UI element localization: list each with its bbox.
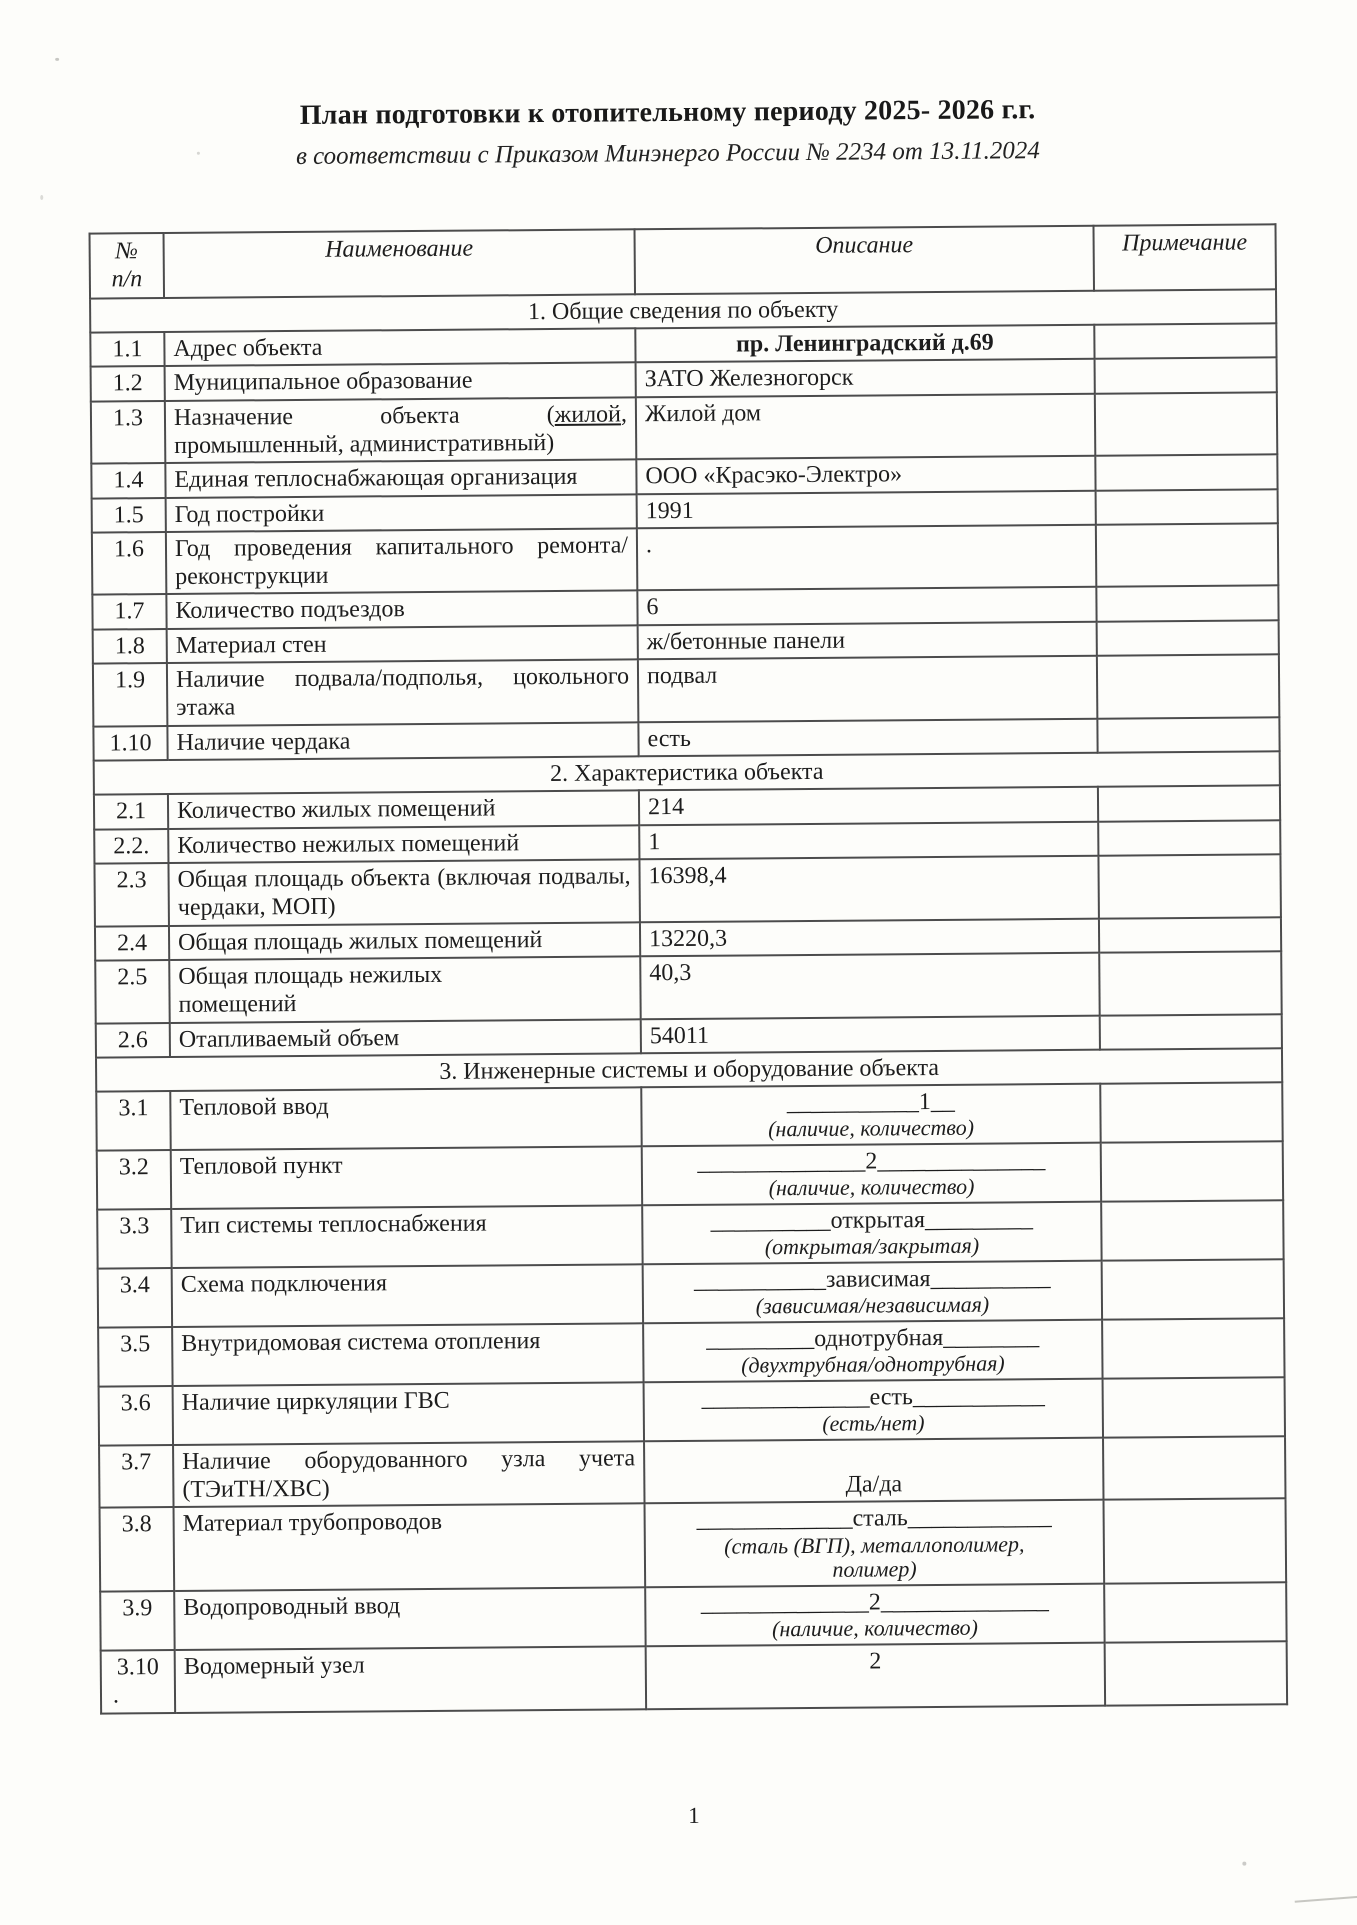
row-note bbox=[1100, 1082, 1282, 1142]
row-description: подвал bbox=[638, 656, 1097, 722]
row-number: 1.2 bbox=[91, 366, 165, 401]
row-number: 2.1 bbox=[94, 794, 168, 829]
row-number: 1.6 bbox=[92, 532, 166, 595]
row-number: 1.8 bbox=[93, 629, 167, 664]
form-value: ______________есть___________ bbox=[701, 1382, 1045, 1412]
row-label: Наличие оборудованного узла учета (ТЭиТН/ХВС) bbox=[173, 1441, 644, 1507]
row-description bbox=[645, 1500, 1105, 1587]
scan-speck bbox=[1242, 1862, 1246, 1866]
row-label: Количество нежилых помещений bbox=[168, 825, 639, 863]
col-header-number bbox=[90, 233, 165, 298]
row-description: ООО «Красэко-Электро» bbox=[636, 456, 1095, 494]
table-row bbox=[99, 1377, 1285, 1445]
row-note bbox=[1095, 392, 1277, 456]
table-row bbox=[100, 1582, 1286, 1650]
row-number: 3.4 bbox=[98, 1268, 172, 1328]
row-note bbox=[1102, 1259, 1284, 1319]
row-note bbox=[1103, 1436, 1285, 1500]
row-label-part: Назначение объекта ( bbox=[173, 401, 555, 431]
document-subtitle: в соответствии с Приказом Минэнерго России № 2234 от 13.11.2024 bbox=[295, 137, 1040, 170]
row-note bbox=[1096, 489, 1278, 525]
row-description: 214 bbox=[639, 787, 1098, 825]
form-value: ______________2______________ bbox=[697, 1147, 1046, 1176]
form-hint: (сталь (ВГП), металлополимер, полимер) bbox=[724, 1530, 1025, 1583]
row-description: 6 bbox=[637, 587, 1096, 625]
table-row bbox=[95, 951, 1281, 1023]
row-description: ж/бетонные панели bbox=[638, 621, 1097, 659]
row-description: ЗАТО Железногорск bbox=[636, 359, 1095, 397]
row-description bbox=[645, 1584, 1104, 1647]
row-description bbox=[643, 1261, 1102, 1324]
row-description bbox=[643, 1320, 1102, 1383]
form-value: ___________1__ bbox=[786, 1088, 955, 1117]
form-value: Да/да bbox=[845, 1471, 903, 1498]
form-hint: (двухтрубная/однотрубная) bbox=[741, 1350, 1005, 1378]
row-note bbox=[1096, 523, 1278, 587]
row-label: Адрес объекта bbox=[164, 328, 635, 366]
row-label: Муниципальное образование bbox=[165, 363, 636, 401]
row-label: Количество подъездов bbox=[166, 591, 637, 629]
row-note bbox=[1101, 1141, 1283, 1201]
table-row bbox=[94, 854, 1280, 926]
row-description bbox=[642, 1143, 1101, 1206]
form-hint: (есть/нет) bbox=[822, 1410, 925, 1437]
row-label: Наличие чердака bbox=[167, 722, 638, 760]
section-title: 3. Инженерные системы и оборудование объекта bbox=[96, 1048, 1282, 1092]
row-label: Материал стен bbox=[167, 625, 638, 663]
section-title: 1. Общие сведения по объекту bbox=[90, 289, 1276, 333]
row-number: 3.6 bbox=[99, 1386, 173, 1446]
row-number: 2.4 bbox=[95, 926, 169, 961]
form-value: 2 bbox=[869, 1648, 882, 1675]
row-description bbox=[644, 1378, 1103, 1441]
row-note bbox=[1096, 586, 1278, 622]
page-number: 1 bbox=[688, 1802, 700, 1828]
row-number: 2.5 bbox=[95, 960, 169, 1023]
table-row bbox=[97, 1141, 1283, 1209]
row-number: 3.10 . bbox=[101, 1650, 175, 1713]
row-label: Год постройки bbox=[166, 494, 637, 532]
row-note bbox=[1103, 1377, 1285, 1437]
row-note bbox=[1105, 1641, 1287, 1705]
row-number: 2.3 bbox=[94, 863, 168, 926]
row-note bbox=[1098, 854, 1280, 918]
row-number: 1.1 bbox=[90, 332, 164, 367]
row-label: Схема подключения bbox=[172, 1264, 643, 1327]
col-header-number-line2: п/п bbox=[111, 266, 143, 293]
row-description: пр. Ленинградский д.69 bbox=[635, 325, 1094, 363]
row-label: Наличие подвала/подполья, цокольного этажа bbox=[167, 659, 638, 725]
row-label-underlined: жилой bbox=[554, 400, 622, 428]
row-note bbox=[1098, 786, 1280, 822]
form-value: ______________2______________ bbox=[700, 1588, 1049, 1617]
row-note bbox=[1097, 620, 1279, 656]
row-number: 3.2 bbox=[97, 1150, 171, 1210]
row-number: 3.3 bbox=[97, 1209, 171, 1269]
row-label: Тип системы теплоснабжения bbox=[171, 1205, 642, 1268]
table-row bbox=[97, 1200, 1283, 1268]
table-row bbox=[91, 392, 1277, 464]
row-number: 3.7 bbox=[99, 1445, 173, 1508]
row-note bbox=[1104, 1499, 1287, 1584]
row-note bbox=[1099, 951, 1281, 1015]
scan-speck bbox=[55, 58, 59, 61]
row-description: 1991 bbox=[637, 490, 1096, 528]
section-title: 2. Характеристика объекта bbox=[94, 751, 1280, 795]
table-row bbox=[96, 1082, 1282, 1150]
row-label-part: Общая площадь нежилых bbox=[178, 961, 443, 990]
scan-speck bbox=[197, 152, 200, 155]
row-note bbox=[1095, 454, 1277, 490]
row-label: Тепловой ввод bbox=[170, 1087, 641, 1150]
row-label-part: , промышленный, административный) bbox=[174, 400, 628, 459]
table-row bbox=[101, 1641, 1287, 1713]
scan-speck bbox=[40, 195, 43, 200]
row-note bbox=[1101, 1200, 1283, 1260]
row-label: Отапливаемый объем bbox=[170, 1019, 641, 1057]
table-row bbox=[93, 654, 1279, 726]
row-description: 54011 bbox=[641, 1015, 1100, 1053]
row-number: 1.10 bbox=[93, 726, 167, 761]
row-description: . bbox=[637, 525, 1096, 591]
row-label: Наличие циркуляции ГВС bbox=[173, 1382, 644, 1445]
form-hint: (наличие, количество) bbox=[771, 1614, 979, 1642]
row-note bbox=[1100, 1014, 1282, 1050]
row-label: Год проведения капитального ремонта/реконструкции bbox=[166, 528, 637, 594]
row-number: 2.2. bbox=[94, 829, 168, 864]
row-label: Общая площадь объекта (включая подвалы, чердаки, МОП) bbox=[168, 859, 639, 925]
header-row bbox=[90, 224, 1276, 298]
row-label: Общая площадь жилых помещений bbox=[169, 922, 640, 960]
row-number: 1.3 bbox=[91, 401, 165, 464]
row-description bbox=[644, 1437, 1103, 1503]
document-title: План подготовки к отопительному периоду 2025- 2026 г.г. bbox=[299, 94, 1036, 131]
row-label-part: помещений bbox=[178, 991, 297, 1019]
table-row bbox=[100, 1499, 1287, 1592]
scan-artifact-line bbox=[1295, 1895, 1357, 1903]
table-row bbox=[92, 523, 1278, 595]
row-number: 1.4 bbox=[91, 463, 165, 498]
row-description: есть bbox=[638, 718, 1097, 756]
row-label: Количество жилых помещений bbox=[168, 791, 639, 829]
row-number: 1.5 bbox=[92, 498, 166, 533]
row-description bbox=[641, 1084, 1100, 1147]
row-number: 3.1 bbox=[96, 1091, 170, 1151]
row-note bbox=[1098, 820, 1280, 856]
row-note bbox=[1097, 717, 1279, 753]
row-description bbox=[646, 1643, 1105, 1709]
row-label bbox=[165, 397, 636, 463]
row-number: 3.8 bbox=[100, 1507, 175, 1591]
table-row bbox=[99, 1436, 1285, 1508]
row-description: Жилой дом bbox=[636, 393, 1095, 459]
row-note bbox=[1104, 1582, 1286, 1642]
row-label: Тепловой пункт bbox=[171, 1146, 642, 1209]
row-note bbox=[1097, 654, 1279, 718]
form-hint: (открытая/закрытая) bbox=[764, 1232, 980, 1260]
col-header-number-line1: № bbox=[115, 238, 139, 265]
form-hint: (наличие, количество) bbox=[768, 1115, 975, 1142]
table-row bbox=[98, 1259, 1284, 1327]
row-description: 16398,4 bbox=[639, 856, 1098, 922]
form-hint: (наличие, количество) bbox=[768, 1174, 975, 1201]
row-note bbox=[1095, 358, 1277, 394]
table-row bbox=[98, 1318, 1284, 1386]
row-description bbox=[642, 1202, 1101, 1265]
row-description: 40,3 bbox=[640, 953, 1099, 1019]
row-label: Внутридомовая система отопления bbox=[172, 1323, 643, 1386]
row-number: 3.9 bbox=[100, 1591, 174, 1651]
row-description: 13220,3 bbox=[640, 918, 1099, 956]
form-value: _________однотрубная________ bbox=[706, 1324, 1040, 1353]
row-note bbox=[1094, 323, 1276, 359]
row-note bbox=[1099, 917, 1281, 953]
row-number: 1.7 bbox=[92, 594, 166, 629]
form-hint: (зависимая/независимая) bbox=[755, 1291, 990, 1319]
form-value: ___________зависимая__________ bbox=[693, 1265, 1051, 1294]
col-header-description: Описание bbox=[635, 226, 1094, 294]
row-label bbox=[169, 956, 640, 1022]
form-value: __________открытая_________ bbox=[710, 1206, 1034, 1235]
row-label: Единая теплоснабжающая организация bbox=[165, 460, 636, 498]
row-label: Водомерный узел bbox=[175, 1646, 646, 1712]
row-number: 2.6 bbox=[96, 1022, 170, 1057]
form-value: _____________сталь____________ bbox=[696, 1504, 1052, 1534]
plan-table-body bbox=[90, 289, 1287, 1713]
row-label: Водопроводный ввод bbox=[174, 1587, 645, 1650]
row-number: 3.5 bbox=[98, 1327, 172, 1387]
col-header-note: Примечание bbox=[1093, 224, 1276, 290]
row-number-line2: . bbox=[112, 1682, 120, 1709]
row-description: 1 bbox=[639, 821, 1098, 859]
row-number: 1.9 bbox=[93, 663, 167, 726]
row-label: Материал трубопроводов bbox=[174, 1504, 646, 1591]
plan-table bbox=[89, 223, 1289, 1714]
col-header-name: Наименование bbox=[164, 229, 635, 297]
row-note bbox=[1102, 1318, 1284, 1378]
